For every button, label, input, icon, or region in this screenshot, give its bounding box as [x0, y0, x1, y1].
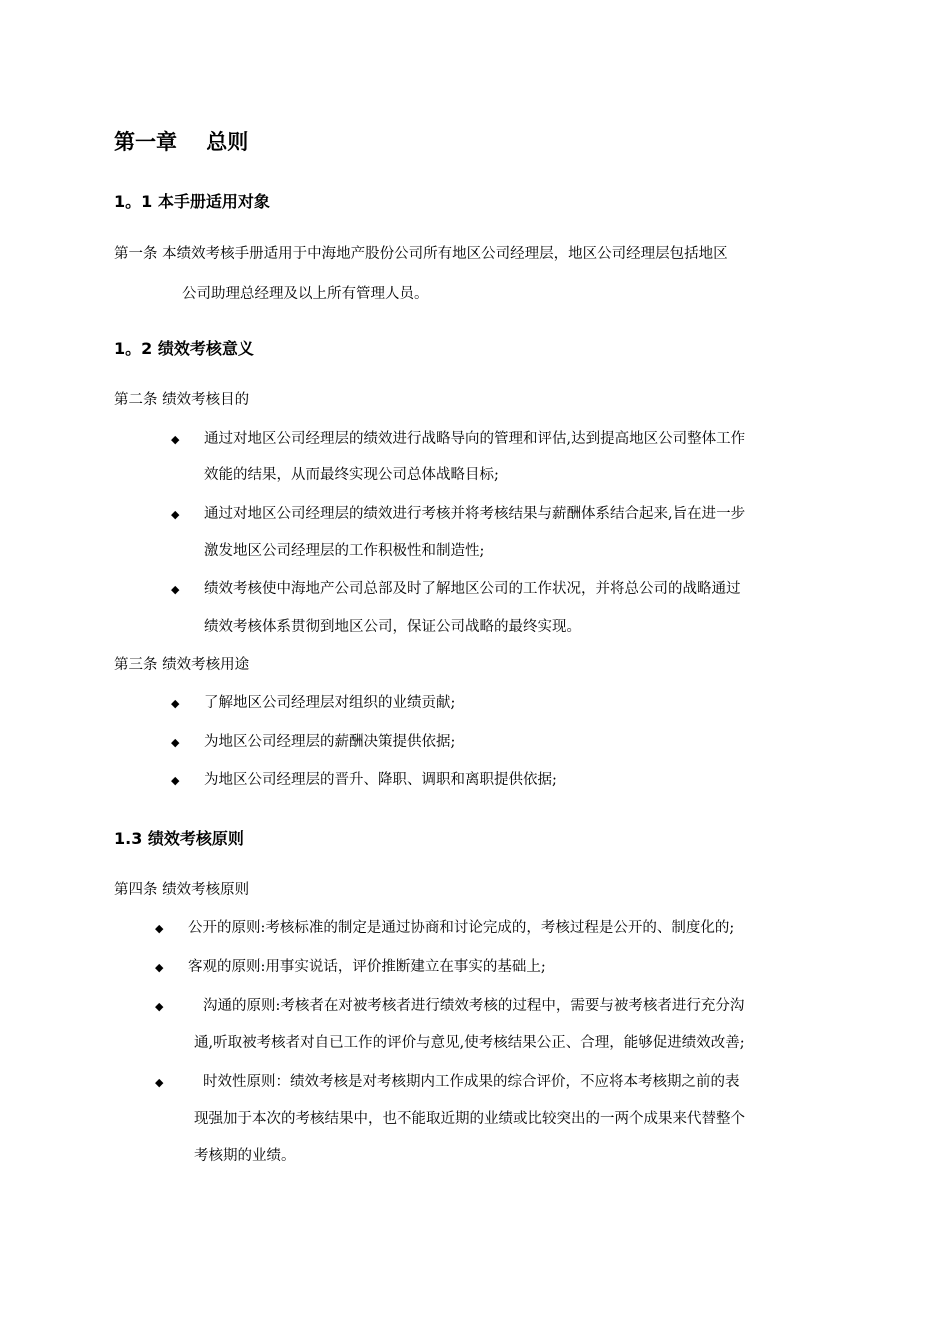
- chapter-title: 第一章 总则: [114, 130, 249, 154]
- bullet-diamond-icon: ◆: [155, 1076, 164, 1089]
- article-2-item-3-line-1: 绩效考核使中海地产公司总部及时了解地区公司的工作状况，并将总公司的战略通过: [204, 581, 741, 597]
- bullet-diamond-icon: ◆: [155, 961, 164, 974]
- article-2-item-1-line-2: 效能的结果，从而最终实现公司总体战略目标;: [204, 467, 499, 483]
- article-2-item-3-line-2: 绩效考核体系贯彻到地区公司，保证公司战略的最终实现。: [204, 619, 581, 635]
- article-3-item-2: 为地区公司经理层的薪酬决策提供依据;: [204, 734, 456, 750]
- article-3-item-3: 为地区公司经理层的晋升、降职、调职和离职提供依据;: [204, 772, 557, 788]
- article-2-item-1-line-1: 通过对地区公司经理层的绩效进行战略导向的管理和评估,达到提高地区公司整体工作: [204, 431, 746, 447]
- article-4-item-4-line-2: 现强加于本次的考核结果中，也不能取近期的业绩或比较突出的一两个成果来代替整个: [194, 1111, 745, 1127]
- article-4-item-3-line-2: 通,听取被考核者对自已工作的评价与意见,使考核结果公正、合理，能够促进绩效改善;: [194, 1035, 745, 1051]
- article-4-item-2: 客观的原则:用事实说话，评价推断建立在事实的基础上;: [188, 959, 546, 975]
- article-3-item-1: 了解地区公司经理层对组织的业绩贡献;: [204, 695, 456, 711]
- bullet-diamond-icon: ◆: [171, 508, 180, 521]
- section-title-1-1: 1。1 本手册适用对象: [114, 192, 270, 211]
- section-title-1-2: 1。2 绩效考核意义: [114, 339, 254, 358]
- article-2-heading: 第二条 绩效考核目的: [114, 392, 250, 408]
- article-4-item-4-line-1: 时效性原则：绩效考核是对考核期内工作成果的综合评价，不应将本考核期之前的表: [203, 1074, 740, 1090]
- article-3-heading: 第三条 绩效考核用途: [114, 657, 250, 673]
- article-1-line-1: 第一条 本绩效考核手册适用于中海地产股份公司所有地区公司经理层，地区公司经理层包括地区: [114, 246, 728, 262]
- article-4-item-4-line-3: 考核期的业绩。: [194, 1148, 296, 1164]
- bullet-diamond-icon: ◆: [155, 922, 164, 935]
- article-2-item-2-line-1: 通过对地区公司经理层的绩效进行考核并将考核结果与薪酬体系结合起来,旨在进一步: [204, 506, 746, 522]
- article-2-item-2-line-2: 激发地区公司经理层的工作积极性和制造性;: [204, 543, 485, 559]
- bullet-diamond-icon: ◆: [171, 774, 180, 787]
- article-4-item-3-line-1: 沟通的原则:考核者在对被考核者进行绩效考核的过程中，需要与被考核者进行充分沟: [203, 998, 745, 1014]
- bullet-diamond-icon: ◆: [155, 1000, 164, 1013]
- article-1-line-2: 公司助理总经理及以上所有管理人员。: [182, 286, 429, 302]
- bullet-diamond-icon: ◆: [171, 583, 180, 596]
- bullet-diamond-icon: ◆: [171, 433, 180, 446]
- bullet-diamond-icon: ◆: [171, 736, 180, 749]
- article-4-item-1: 公开的原则:考核标准的制定是通过协商和讨论完成的，考核过程是公开的、制度化的;: [188, 920, 735, 936]
- bullet-diamond-icon: ◆: [171, 697, 180, 710]
- section-title-1-3: 1.3 绩效考核原则: [114, 829, 244, 848]
- article-4-heading: 第四条 绩效考核原则: [114, 882, 250, 898]
